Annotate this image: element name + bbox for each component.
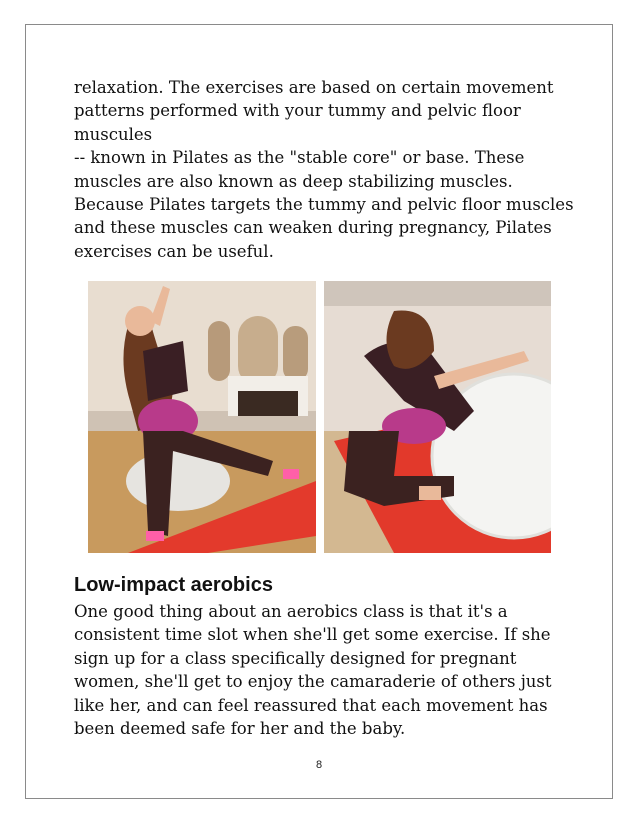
pilates-ball-stretch-photo [88, 281, 316, 553]
intro-line: and these muscles can weaken during pregnancy, Pilates [74, 218, 552, 238]
intro-line: exercises can be useful. [74, 241, 274, 261]
intro-line: muscles are also known as deep stabilizing muscles. [74, 171, 513, 191]
section-heading: Low-impact aerobics [74, 574, 273, 596]
intro-line: relaxation. The exercises are based on certain movement [74, 78, 554, 97]
intro-line: patterns performed with your tummy and pelvic floor [74, 101, 521, 121]
aerobics-line: sign up for a class specifically designed for pregnant [74, 648, 517, 668]
aerobics-line: consistent time slot when she'll get some exercise. If she [74, 625, 551, 645]
intro-paragraph [74, 76, 574, 263]
aerobics-paragraph [74, 600, 564, 740]
intro-line: Because Pilates targets the tummy and pelvic floor muscles [74, 195, 574, 215]
aerobics-line: been deemed safe for her and the baby. [74, 719, 406, 739]
aerobics-line: women, she'll get to enjoy the camaraderie of others just [74, 672, 552, 692]
intro-line: muscules [74, 124, 153, 144]
pilates-ball-lean-photo [324, 281, 551, 553]
aerobics-line: like her, and can feel reassured that each movement has [74, 695, 548, 715]
intro-line: -- known in Pilates as the "stable core" or base. These [74, 148, 525, 168]
page-number: 8 [315, 759, 323, 771]
aerobics-line: One good thing about an aerobics class is that it's a [74, 602, 508, 621]
